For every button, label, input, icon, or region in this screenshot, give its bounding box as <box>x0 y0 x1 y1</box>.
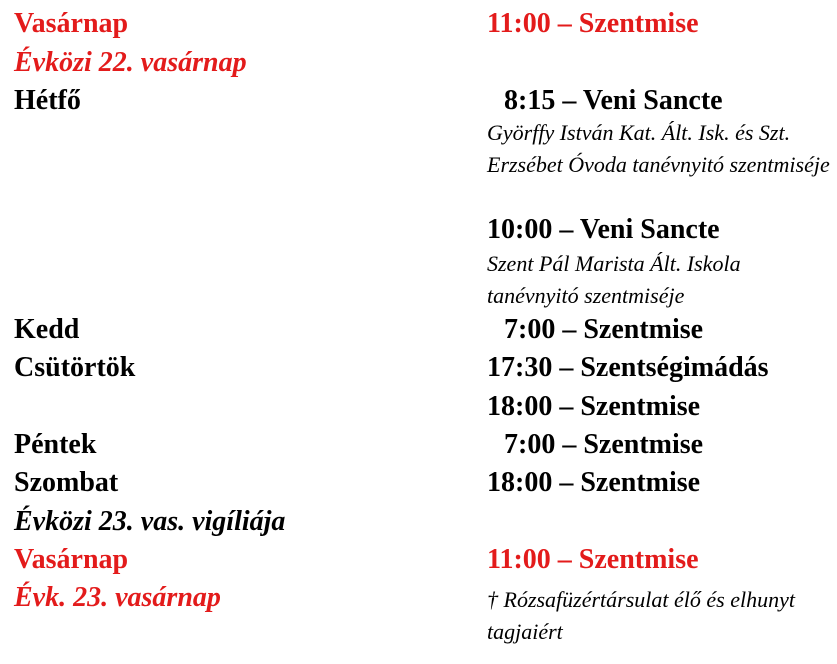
monday-time-2: 10:00 – Veni Sancte <box>487 214 720 245</box>
sunday-23-liturgical-day: Évk. 23. vasárnap <box>14 582 221 613</box>
saturday-time: 18:00 – Szentmise <box>487 467 701 498</box>
saturday-liturgical-day: Évközi 23. vas. vigíliája <box>14 506 286 537</box>
sunday-22-liturgical-day: Évközi 22. vasárnap <box>14 47 247 78</box>
monday-note-1: Györffy István Kat. Ált. Isk. és Szt. Erzsébet Óvoda tanévnyitó szentmiséje <box>487 120 830 177</box>
tuesday-time: 7:00 – Szentmise <box>504 314 704 345</box>
thursday-time-2: 18:00 – Szentmise <box>487 391 701 422</box>
sunday-22-day: Vasárnap <box>14 8 129 39</box>
sunday-23-day: Vasárnap <box>14 544 129 575</box>
monday-note-2: Szent Pál Marista Ált. Iskola tanévnyitó szentmiséje <box>487 251 741 308</box>
sunday-23-intention-note: † Rózsafüzértársulat élő és elhunyt tagjaiért <box>487 587 795 644</box>
monday-time-1: 8:15 – Veni Sancte <box>504 85 723 116</box>
tuesday-day: Kedd <box>14 314 80 345</box>
monday-day: Hétfő <box>14 85 81 116</box>
saturday-day: Szombat <box>14 467 119 498</box>
thursday-day: Csütörtök <box>14 352 136 383</box>
thursday-time-1: 17:30 – Szentségimádás <box>487 352 769 383</box>
sunday-23-mass-time: 11:00 – Szentmise <box>487 544 699 575</box>
friday-day: Péntek <box>14 429 97 460</box>
friday-time: 7:00 – Szentmise <box>504 429 704 460</box>
sunday-22-mass-time: 11:00 – Szentmise <box>487 8 699 39</box>
